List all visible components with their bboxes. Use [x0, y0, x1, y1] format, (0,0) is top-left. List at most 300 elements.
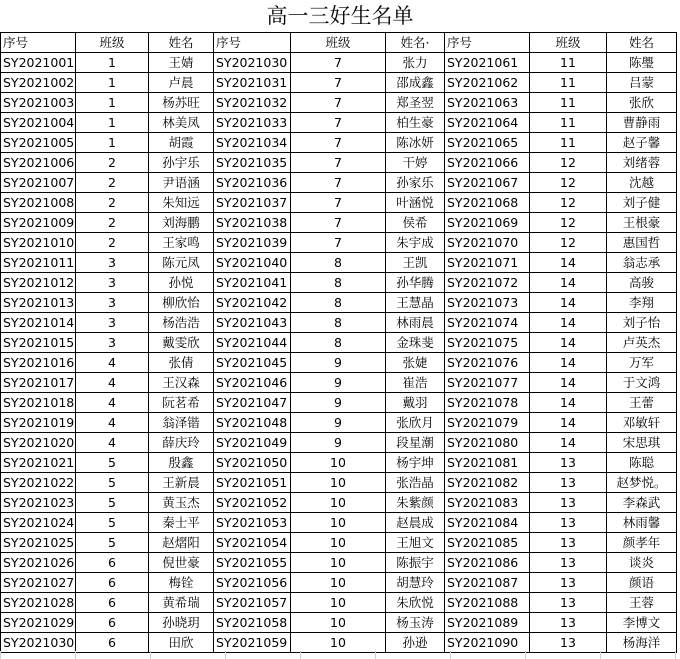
- cell-student-name-3: 王根豪: [607, 213, 677, 233]
- cell-student-name-3: 林雨馨: [607, 513, 677, 533]
- cell-student-name-3: 李森武: [607, 493, 677, 513]
- cell-class-3: 14: [530, 393, 607, 413]
- cell-class-1: 6: [76, 573, 149, 593]
- cell-student-id-1: SY2021029: [1, 613, 76, 633]
- cell-student-id-3: SY2021078: [445, 393, 530, 413]
- cell-student-name-2: 孙家乐: [386, 173, 445, 193]
- cell-student-name-1: 尹语涵: [149, 173, 214, 193]
- header-class-1: 班级: [76, 33, 149, 53]
- cell-class-1: 3: [76, 273, 149, 293]
- cell-student-id-3: SY2021088: [445, 593, 530, 613]
- cell-student-name-3: 刘绪蓉: [607, 153, 677, 173]
- table-row: [1, 313, 677, 333]
- cell-student-id-3: SY2021063: [445, 93, 530, 113]
- header-id-1: 序号: [1, 33, 76, 53]
- cell-class-3: 12: [530, 173, 607, 193]
- cell-student-id-1: SY2021025: [1, 533, 76, 553]
- cell-class-2: 7: [291, 173, 386, 193]
- cell-class-1: 5: [76, 513, 149, 533]
- cell-student-id-2: SY2021034: [214, 133, 291, 153]
- cell-student-id-1: SY2021020: [1, 433, 76, 453]
- table-row: [1, 253, 677, 273]
- cell-class-3: 13: [530, 593, 607, 613]
- cell-student-name-3: 沈越: [607, 173, 677, 193]
- cell-student-name-1: 戴雯欣: [149, 333, 214, 353]
- cell-class-3: 13: [530, 553, 607, 573]
- cell-class-1: 4: [76, 393, 149, 413]
- cell-class-2: 10: [291, 533, 386, 553]
- cell-student-name-3: 赵子馨: [607, 133, 677, 153]
- table-row: [1, 433, 677, 453]
- cell-class-3: 12: [530, 213, 607, 233]
- cell-class-2: 10: [291, 513, 386, 533]
- cell-student-id-1: SY2021011: [1, 253, 76, 273]
- cell-class-1: 3: [76, 293, 149, 313]
- cell-student-id-3: SY2021062: [445, 73, 530, 93]
- cell-class-3: 11: [530, 53, 607, 73]
- cell-student-name-1: 黄希瑞: [149, 593, 214, 613]
- cell-student-name-2: 朱紫颜: [386, 493, 445, 513]
- cell-class-3: 11: [530, 93, 607, 113]
- cell-class-1: 3: [76, 253, 149, 273]
- cell-student-id-3: SY2021074: [445, 313, 530, 333]
- cell-student-id-2: SY2021035: [214, 153, 291, 173]
- table-row: [1, 293, 677, 313]
- cell-class-2: 7: [291, 113, 386, 133]
- cell-class-1: 2: [76, 193, 149, 213]
- cell-student-name-1: 孙宇乐: [149, 153, 214, 173]
- cell-student-id-2: SY2021036: [214, 173, 291, 193]
- cell-student-name-1: 秦士平: [149, 513, 214, 533]
- cell-class-3: 14: [530, 433, 607, 453]
- cell-class-1: 4: [76, 413, 149, 433]
- cell-student-name-1: 卢晨: [149, 73, 214, 93]
- cell-student-name-1: 胡霞: [149, 133, 214, 153]
- table-row: [1, 93, 677, 113]
- cell-student-id-1: SY2021015: [1, 333, 76, 353]
- table-row: [1, 413, 677, 433]
- cell-class-3: 14: [530, 413, 607, 433]
- cell-class-2: 7: [291, 53, 386, 73]
- cell-student-id-3: SY2021090: [445, 633, 530, 653]
- cell-class-1: 6: [76, 613, 149, 633]
- cell-class-2: 10: [291, 633, 386, 653]
- cell-student-name-2: 张浩晶: [386, 473, 445, 493]
- cell-class-2: 7: [291, 233, 386, 253]
- cell-student-id-3: SY2021070: [445, 233, 530, 253]
- cell-student-name-3: 翁志承: [607, 253, 677, 273]
- cell-student-id-2: SY2021043: [214, 313, 291, 333]
- cell-student-id-2: SY2021030: [214, 53, 291, 73]
- cell-class-2: 9: [291, 433, 386, 453]
- cell-student-id-2: SY2021045: [214, 353, 291, 373]
- cell-student-name-2: 张婕: [386, 353, 445, 373]
- cell-student-name-3: 王蓉: [607, 593, 677, 613]
- cell-student-id-3: SY2021071: [445, 253, 530, 273]
- cell-class-1: 5: [76, 533, 149, 553]
- cell-student-id-1: SY2021010: [1, 233, 76, 253]
- cell-student-id-2: SY2021057: [214, 593, 291, 613]
- cell-class-2: 10: [291, 613, 386, 633]
- cell-student-id-2: SY2021050: [214, 453, 291, 473]
- cell-class-1: 5: [76, 493, 149, 513]
- cell-student-name-2: 王凯: [386, 253, 445, 273]
- cell-student-name-1: 殷鑫: [149, 453, 214, 473]
- cell-student-name-1: 陈元凤: [149, 253, 214, 273]
- cell-student-name-1: 杨苏旺: [149, 93, 214, 113]
- cell-class-1: 1: [76, 93, 149, 113]
- cell-student-name-1: 孙晓玥: [149, 613, 214, 633]
- cell-student-id-1: SY2021001: [1, 53, 76, 73]
- header-name-2: 姓名·: [386, 33, 445, 53]
- cell-student-name-1: 朱知远: [149, 193, 214, 213]
- cell-student-name-1: 倪世豪: [149, 553, 214, 573]
- cell-class-2: 8: [291, 333, 386, 353]
- cell-student-name-1: 阮茗希: [149, 393, 214, 413]
- cell-student-id-2: SY2021059: [214, 633, 291, 653]
- cell-student-id-2: SY2021038: [214, 213, 291, 233]
- cell-student-id-3: SY2021065: [445, 133, 530, 153]
- cell-student-name-3: 颜语: [607, 573, 677, 593]
- cell-class-1: 1: [76, 53, 149, 73]
- cell-class-3: 11: [530, 73, 607, 93]
- cell-student-id-3: SY2021083: [445, 493, 530, 513]
- page-title: 高一三好生名单: [266, 4, 414, 28]
- cell-student-name-1: 林美凤: [149, 113, 214, 133]
- cell-class-3: 13: [530, 613, 607, 633]
- cell-student-id-1: SY2021021: [1, 453, 76, 473]
- cell-class-1: 2: [76, 153, 149, 173]
- cell-student-id-2: SY2021053: [214, 513, 291, 533]
- cell-student-name-2: 王旭文: [386, 533, 445, 553]
- cell-student-id-1: SY2021004: [1, 113, 76, 133]
- table-row: [1, 573, 677, 593]
- cell-student-id-2: SY2021039: [214, 233, 291, 253]
- cell-class-2: 7: [291, 213, 386, 233]
- table-row: [1, 553, 677, 573]
- cell-student-name-2: 王慧晶: [386, 293, 445, 313]
- table-row: [1, 213, 677, 233]
- cell-student-id-2: SY2021051: [214, 473, 291, 493]
- cell-class-3: 14: [530, 313, 607, 333]
- cell-student-name-3: 吕蒙: [607, 73, 677, 93]
- cell-class-1: 6: [76, 593, 149, 613]
- cell-class-2: 7: [291, 153, 386, 173]
- cell-student-id-1: SY2021026: [1, 553, 76, 573]
- cell-student-id-1: SY2021017: [1, 373, 76, 393]
- table-row: [1, 353, 677, 373]
- honor-students-table: [0, 32, 677, 653]
- cell-student-id-2: SY2021047: [214, 393, 291, 413]
- header-row: [1, 33, 677, 53]
- cell-class-3: 14: [530, 293, 607, 313]
- table-row: [1, 373, 677, 393]
- cell-class-2: 7: [291, 133, 386, 153]
- cell-student-name-2: 邵成鑫: [386, 73, 445, 93]
- table-row: [1, 153, 677, 173]
- table-row: [1, 493, 677, 513]
- table-body: [1, 53, 677, 653]
- cell-class-1: 6: [76, 553, 149, 573]
- cell-student-id-3: SY2021085: [445, 533, 530, 553]
- header-name-1: 姓名: [149, 33, 214, 53]
- table-row: [1, 513, 677, 533]
- cell-student-name-2: 干婷: [386, 153, 445, 173]
- cell-student-name-3: 刘子健: [607, 193, 677, 213]
- cell-student-name-2: 陈冰妍: [386, 133, 445, 153]
- cell-student-name-2: 朱宇成: [386, 233, 445, 253]
- cell-student-id-2: SY2021040: [214, 253, 291, 273]
- cell-student-name-2: 崔浩: [386, 373, 445, 393]
- cell-student-id-1: SY2021019: [1, 413, 76, 433]
- cell-class-1: 3: [76, 313, 149, 333]
- cell-class-3: 14: [530, 333, 607, 353]
- cell-class-1: 3: [76, 333, 149, 353]
- cell-student-name-2: 陈振宇: [386, 553, 445, 573]
- cell-student-id-2: SY2021046: [214, 373, 291, 393]
- header-id-3: 序号: [445, 33, 530, 53]
- cell-student-name-2: 杨玉涛: [386, 613, 445, 633]
- cell-student-name-2: 杨宇坤: [386, 453, 445, 473]
- cell-student-name-1: 杨浩浩: [149, 313, 214, 333]
- cell-student-id-2: SY2021041: [214, 273, 291, 293]
- header-name-3: 姓名: [607, 33, 677, 53]
- cell-student-id-3: SY2021089: [445, 613, 530, 633]
- cell-student-id-3: SY2021069: [445, 213, 530, 233]
- cell-class-2: 8: [291, 293, 386, 313]
- cell-class-1: 1: [76, 133, 149, 153]
- cell-student-id-1: SY2021022: [1, 473, 76, 493]
- cell-student-name-1: 张倩: [149, 353, 214, 373]
- cell-student-name-3: 李翔: [607, 293, 677, 313]
- table-row: [1, 133, 677, 153]
- cell-student-id-3: SY2021086: [445, 553, 530, 573]
- cell-student-id-2: SY2021048: [214, 413, 291, 433]
- cell-student-name-2: 叶涵悦: [386, 193, 445, 213]
- cell-class-1: 2: [76, 213, 149, 233]
- cell-class-3: 13: [530, 633, 607, 653]
- cell-class-2: 9: [291, 353, 386, 373]
- cell-class-1: 1: [76, 73, 149, 93]
- cell-class-1: 5: [76, 453, 149, 473]
- cell-student-id-3: SY2021064: [445, 113, 530, 133]
- cell-class-1: 2: [76, 233, 149, 253]
- cell-student-name-3: 谈炎: [607, 553, 677, 573]
- table-row: [1, 273, 677, 293]
- table-row: [1, 53, 677, 73]
- cell-student-name-1: 孙悦: [149, 273, 214, 293]
- cell-class-3: 11: [530, 113, 607, 133]
- cell-student-name-3: 李博文: [607, 613, 677, 633]
- cell-student-name-2: 侯希: [386, 213, 445, 233]
- table-row: [1, 333, 677, 353]
- cell-student-id-2: SY2021055: [214, 553, 291, 573]
- cell-student-name-3: 陈璺: [607, 53, 677, 73]
- cell-student-id-1: SY2021013: [1, 293, 76, 313]
- table-row: [1, 473, 677, 493]
- cell-student-name-1: 黄玉杰: [149, 493, 214, 513]
- cell-student-name-3: 曹静雨: [607, 113, 677, 133]
- cell-class-2: 9: [291, 393, 386, 413]
- cell-student-name-3: 卢英杰: [607, 333, 677, 353]
- table-row: [1, 453, 677, 473]
- cell-student-id-3: SY2021068: [445, 193, 530, 213]
- cell-student-id-1: SY2021005: [1, 133, 76, 153]
- cell-class-2: 7: [291, 73, 386, 93]
- cell-student-id-1: SY2021014: [1, 313, 76, 333]
- cell-student-name-2: 胡慧玲: [386, 573, 445, 593]
- cell-student-id-1: SY2021030: [1, 633, 76, 653]
- cell-student-id-2: SY2021049: [214, 433, 291, 453]
- cell-class-3: 14: [530, 353, 607, 373]
- cell-class-2: 8: [291, 313, 386, 333]
- table-row: [1, 73, 677, 93]
- cell-student-name-2: 郑圣翌: [386, 93, 445, 113]
- cell-student-name-2: 朱欣悦: [386, 593, 445, 613]
- cell-class-1: 5: [76, 473, 149, 493]
- cell-student-name-2: 孙逊: [386, 633, 445, 653]
- cell-student-id-1: SY2021008: [1, 193, 76, 213]
- cell-class-3: 13: [530, 473, 607, 493]
- cell-student-name-3: 万军: [607, 353, 677, 373]
- cell-student-id-2: SY2021056: [214, 573, 291, 593]
- cell-student-name-3: 张欣: [607, 93, 677, 113]
- cell-student-name-2: 孙华腾: [386, 273, 445, 293]
- table-row: [1, 173, 677, 193]
- cell-student-name-3: 于文鸿: [607, 373, 677, 393]
- table-row: [1, 613, 677, 633]
- cell-student-id-2: SY2021054: [214, 533, 291, 553]
- table-row: [1, 393, 677, 413]
- cell-student-name-1: 梅铨: [149, 573, 214, 593]
- cell-class-3: 13: [530, 573, 607, 593]
- cell-student-id-2: SY2021032: [214, 93, 291, 113]
- cell-student-name-2: 段星潮: [386, 433, 445, 453]
- cell-class-3: 13: [530, 513, 607, 533]
- cell-class-2: 10: [291, 473, 386, 493]
- cell-class-2: 10: [291, 573, 386, 593]
- cell-student-id-1: SY2021028: [1, 593, 76, 613]
- cell-class-3: 14: [530, 253, 607, 273]
- cell-student-name-1: 王婧: [149, 53, 214, 73]
- cell-student-id-3: SY2021084: [445, 513, 530, 533]
- cell-student-name-2: 张力: [386, 53, 445, 73]
- header-class-2: 班级: [291, 33, 386, 53]
- cell-class-1: 4: [76, 353, 149, 373]
- cell-student-id-1: SY2021006: [1, 153, 76, 173]
- cell-student-name-3: 惠国哲: [607, 233, 677, 253]
- cell-student-id-2: SY2021042: [214, 293, 291, 313]
- cell-class-3: 12: [530, 153, 607, 173]
- cell-class-1: 4: [76, 433, 149, 453]
- cell-class-2: 8: [291, 253, 386, 273]
- cell-student-name-3: 刘子怡: [607, 313, 677, 333]
- cell-student-id-3: SY2021061: [445, 53, 530, 73]
- cell-student-name-3: 颜孝年: [607, 533, 677, 553]
- cell-student-name-1: 王家鸣: [149, 233, 214, 253]
- cell-class-2: 10: [291, 453, 386, 473]
- cell-student-id-2: SY2021058: [214, 613, 291, 633]
- cell-student-name-1: 柳欣怡: [149, 293, 214, 313]
- cell-student-name-1: 翁泽锴: [149, 413, 214, 433]
- header-id-2: 序号: [214, 33, 291, 53]
- cell-class-3: 13: [530, 533, 607, 553]
- cell-class-3: 12: [530, 193, 607, 213]
- cell-student-id-1: SY2021002: [1, 73, 76, 93]
- cell-student-id-3: SY2021073: [445, 293, 530, 313]
- cell-student-name-3: 宋思琪: [607, 433, 677, 453]
- cell-student-name-2: 金珠斐: [386, 333, 445, 353]
- cell-class-2: 10: [291, 553, 386, 573]
- cell-student-name-3: 高骏: [607, 273, 677, 293]
- cell-student-name-2: 林雨晨: [386, 313, 445, 333]
- cell-class-1: 1: [76, 113, 149, 133]
- next-row-gridlines: [0, 651, 680, 659]
- cell-student-name-3: 邓敏轩: [607, 413, 677, 433]
- cell-class-3: 13: [530, 453, 607, 473]
- cell-student-id-3: SY2021076: [445, 353, 530, 373]
- cell-student-id-1: SY2021018: [1, 393, 76, 413]
- cell-class-1: 2: [76, 173, 149, 193]
- cell-student-name-2: 戴羽: [386, 393, 445, 413]
- cell-student-id-2: SY2021037: [214, 193, 291, 213]
- cell-class-2: 10: [291, 593, 386, 613]
- cell-student-name-1: 薛庆玲: [149, 433, 214, 453]
- header-class-3: 班级: [530, 33, 607, 53]
- cell-student-id-1: SY2021003: [1, 93, 76, 113]
- cell-student-name-2: 张欣月: [386, 413, 445, 433]
- cell-student-id-2: SY2021031: [214, 73, 291, 93]
- cell-class-2: 8: [291, 273, 386, 293]
- cell-student-name-2: 柏生豪: [386, 113, 445, 133]
- cell-class-2: 9: [291, 413, 386, 433]
- cell-student-id-2: SY2021052: [214, 493, 291, 513]
- table-row: [1, 113, 677, 133]
- table-row: [1, 533, 677, 553]
- cell-student-id-1: SY2021012: [1, 273, 76, 293]
- cell-student-id-1: SY2021007: [1, 173, 76, 193]
- cell-student-name-3: 王蕾: [607, 393, 677, 413]
- cell-student-name-1: 刘海鹏: [149, 213, 214, 233]
- table-row: [1, 633, 677, 653]
- cell-student-id-3: SY2021079: [445, 413, 530, 433]
- cell-student-name-1: 田欣: [149, 633, 214, 653]
- cell-student-name-3: 杨海洋: [607, 633, 677, 653]
- cell-student-name-3: 陈聪: [607, 453, 677, 473]
- cell-student-name-3: 赵梦悦。: [607, 473, 677, 493]
- cell-class-2: 9: [291, 373, 386, 393]
- table-row: [1, 233, 677, 253]
- cell-student-id-3: SY2021067: [445, 173, 530, 193]
- cell-student-id-2: SY2021033: [214, 113, 291, 133]
- cell-student-id-3: SY2021087: [445, 573, 530, 593]
- cell-student-id-3: SY2021080: [445, 433, 530, 453]
- cell-student-id-1: SY2021024: [1, 513, 76, 533]
- table-row: [1, 193, 677, 213]
- cell-student-id-3: SY2021072: [445, 273, 530, 293]
- cell-class-1: 6: [76, 633, 149, 653]
- cell-class-1: 4: [76, 373, 149, 393]
- table-row: [1, 593, 677, 613]
- cell-student-id-1: SY2021023: [1, 493, 76, 513]
- cell-student-id-3: SY2021066: [445, 153, 530, 173]
- cell-student-id-3: SY2021077: [445, 373, 530, 393]
- cell-class-3: 14: [530, 373, 607, 393]
- cell-student-id-3: SY2021075: [445, 333, 530, 353]
- cell-class-3: 11: [530, 133, 607, 153]
- cell-student-name-2: 赵晨成: [386, 513, 445, 533]
- cell-student-name-1: 赵熠阳: [149, 533, 214, 553]
